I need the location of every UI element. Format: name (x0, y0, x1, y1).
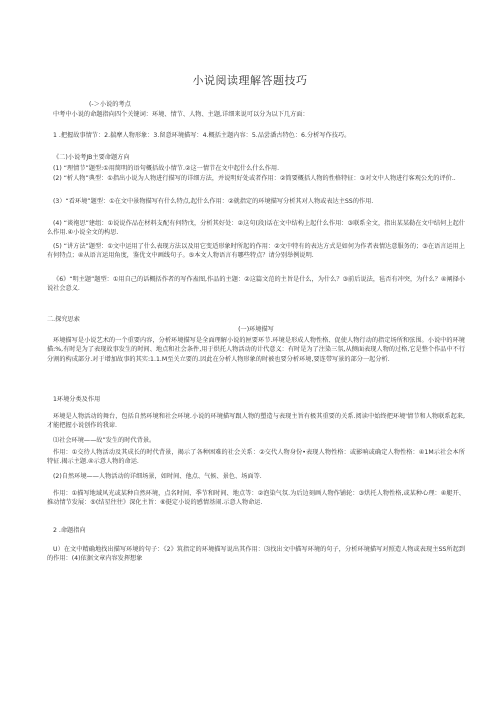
list-item-theme: 《6》“明主题”题型：①用自己的话概括作者的写作盍图,作品的主题：②这篇文范的主旨是什么，为什么？③前后说法，毡否有冲突，为什么？④阐择小说社会意义. (47, 276, 465, 293)
section-heading-explore: 二.探究思索 (47, 316, 80, 323)
paragraph-natural-env-role: 作用：①描写地域风光或某种自然环境，点名时间、季节和时间、地点等：②泡染气氛.为后边刻画人物作铺轮：③烘托人物性格,或某种心理：④艇开、推动情节发展：⑤(结星往往》深化主旨：⑥挺定小说的感情基闹.示意人物命运. (47, 490, 465, 507)
section-heading-exam-points: (-＞小说的考点 (89, 101, 131, 108)
list-item-plot: (1) “理情节”题型:①用简明的语句概括故小情节.②这一情节在文中起什么什么作用. (53, 165, 280, 172)
list-item-environment: (3）“看环境”题型：①在文中景物描写有什么特点,起什么作用：②就指定的环境描写分析其对人物或表达主SS的作用. (53, 198, 374, 205)
subheading-question-types: 《二)小说考JB主要命题方向 (53, 154, 130, 161)
page-title: 小说阅读理解答题技巧 (192, 74, 308, 87)
paragraph-social-env-role: 作用：①交待人物活动及其成长的时代背景，揭示了各种困难的社会关系：②交代人物身份•表现人物性格：或影响或确定人物性格：④1M示社会本所特征.揭示主题.④示意人物的命运. (47, 449, 465, 466)
paragraph-social-env: ⑴社会环境——故”发生的时代背景。 (53, 437, 156, 444)
list-item-structure: (4) “谈袍思”建组：①说说作品在材料支配有何特戊，分析其好处：②这句(段)话在文中结构上起什么作用：③联系全文，指出某某勒在文中结何上起什么作用.④小说全文的构思. (47, 220, 465, 237)
subheading-question-direction: 2 .命题指向 (53, 527, 86, 534)
paragraph-environment-desc: 环境描写是小说艺术的一个重要内容，分析环境描写是全面理解小说的匣要环节.环境是形成人物性格、促使人物行动的指定场所和弦围。小说中的环境描:%,有时是为了表现故事发生的时间、地点和社会条件,用于烘托人物活动的计代意义：有时是为了注染三氛,从侧面表现人物的过格,它是整个作品中不行分割的构成部分.对于增加故事的其实:1.1.M至关立要的.因此在分析人物形象的时被也要分析环境,要连带写景的部分一起分析. (47, 337, 466, 363)
paragraph-env-role: 环境是人物活动的舞台，包括自然环境和社会环境.小说的环境描写跟人物的塑造与表现主旨有极其重要的关系.阅读中始终把环境'情节和人物联系起来,才能把握小说创作的我谛. (47, 413, 465, 430)
list-item-character: (2) “析人物”典型：①指出小说为人物进行描写的详细方法，并说明好处或者作用：②简要概括人物的性格特征：③对文中人物进行客观公允的评价.. (53, 175, 456, 182)
paragraph-key-points: 1 .把握故事情节：2.揣摩人物形象：3.留意环境描写：4.概括主题内容：5.品尝潘古特色：6.分析写作技巧。 (53, 132, 351, 139)
paragraph-question-direction: U）在文中精确地找出描写环境的句子：《2》筑指定的环境描写说出其作用：⑶找出文中描写环境的句子，分析环境描写对照造人物或表现主SS所起到的作用：(4)依据文章内容发挥想象 (47, 546, 465, 563)
subheading-environment: (一)环境描写 (238, 326, 274, 333)
paragraph-natural-env: (2)自然环境——人物活动的详细场景，如时间、他点、气候、景色、场面等. (53, 473, 262, 480)
list-item-method: (5) “讲方法”题型：①文中运用了什么表现方法以及用它变适形象时所起的作用：②文中特有的表达方式是如何为作者表情达意服务的；③在语言运用上有何特点；④从语言运用角度，鉴优文中画线句子。⑤本文人物语言有哪些特点？请分别举例说明. (47, 243, 465, 260)
paragraph-intro: 中考中小说的命题指向四个关键词：环境、情节、人物、主题,详细来说可以分为以下几方面： (53, 111, 309, 118)
subheading-env-classification: 1环境分类及作用 (53, 396, 101, 403)
